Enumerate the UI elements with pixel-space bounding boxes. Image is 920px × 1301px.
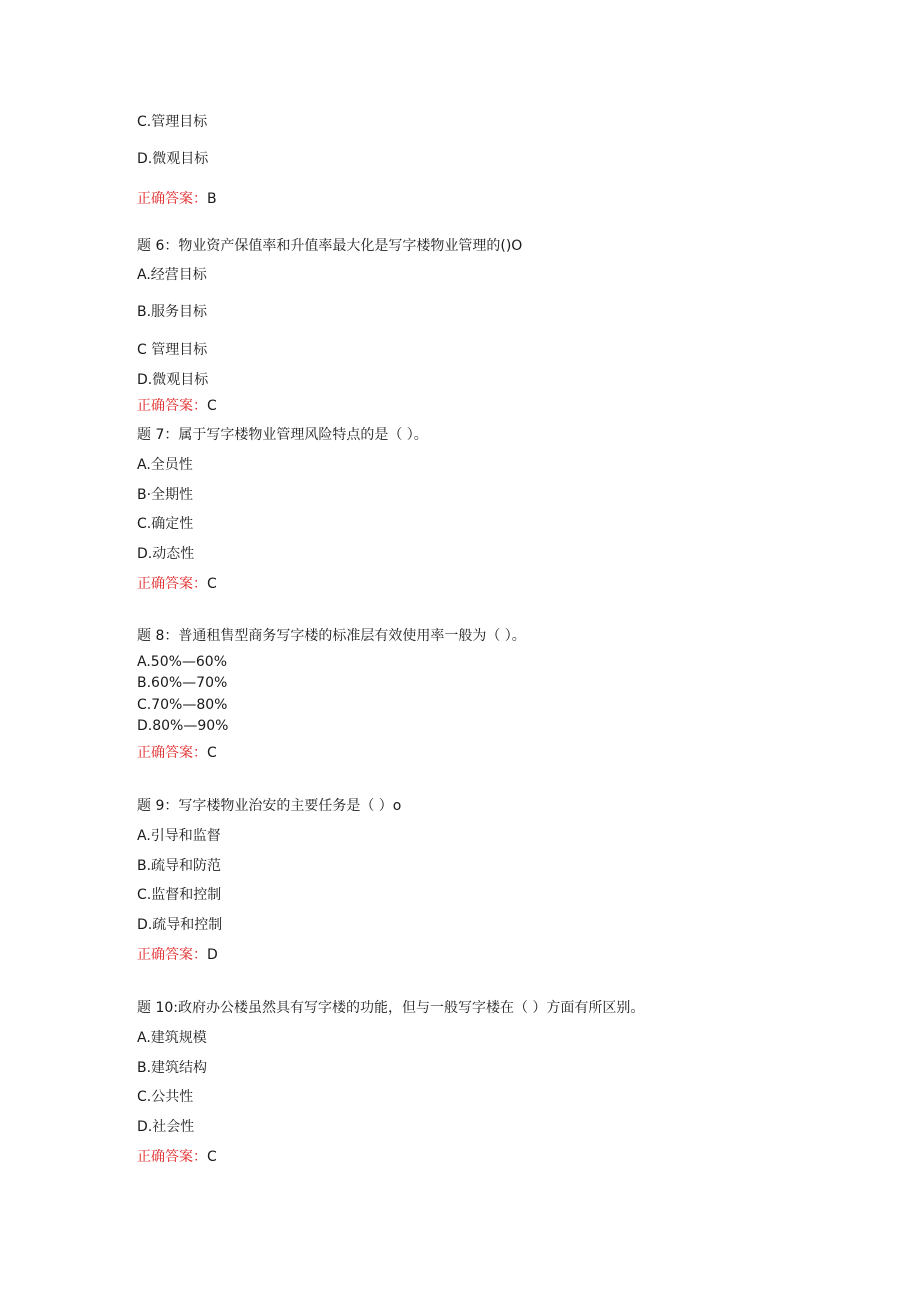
answer-value: B	[207, 191, 217, 207]
answer-value: C	[207, 1149, 217, 1165]
q8-answer	[137, 744, 217, 762]
answer-label: 正确答案：	[137, 947, 207, 963]
q8-option-b: B.60%—70%	[137, 675, 228, 691]
q8-option-a: A.50%—60%	[137, 654, 228, 670]
q7-answer	[137, 575, 217, 593]
q9-title: 题 9：写字楼物业治安的主要任务是（ ）o	[137, 798, 402, 814]
q9-option-c: C.监督和控制	[137, 887, 222, 903]
answer-value: D	[207, 947, 218, 963]
q5-answer	[137, 190, 217, 208]
q10-title: 题 10:政府办公楼虽然具有写字楼的功能，但与一般写字楼在（ ）方面有所区别。	[137, 1000, 645, 1016]
q7-option-c: C.确定性	[137, 516, 194, 532]
answer-label: 正确答案：	[137, 745, 207, 761]
q7-option-a: A.全员性	[137, 457, 193, 473]
q10-option-a: A.建筑规模	[137, 1030, 207, 1046]
q6-option-a: A.经营目标	[137, 267, 207, 283]
q10-option-c: C.公共性	[137, 1089, 194, 1105]
q7-option-d: D.动态性	[137, 546, 195, 562]
q6-option-c: C 管理目标	[137, 342, 208, 358]
answer-label: 正确答案：	[137, 576, 207, 592]
q10-answer	[137, 1148, 217, 1166]
q7-title: 题 7：属于写字楼物业管理风险特点的是（ ）。	[137, 427, 428, 443]
q6-answer	[137, 397, 217, 415]
q6-title: 题 6：物业资产保值率和升值率最大化是写字楼物业管理的()O	[137, 238, 523, 254]
q9-option-a: A.引导和监督	[137, 828, 221, 844]
q8-option-d: D.80%—90%	[137, 718, 229, 734]
answer-label: 正确答案：	[137, 191, 207, 207]
q8-option-c: C.70%—80%	[137, 697, 228, 713]
q5-option-c: C.管理目标	[137, 114, 208, 130]
q6-option-d: D.微观目标	[137, 372, 209, 388]
q9-answer	[137, 946, 218, 964]
q10-option-d: D.社会性	[137, 1119, 195, 1135]
q7-option-b: B·全期性	[137, 487, 194, 503]
q9-option-b: B.疏导和防范	[137, 858, 222, 874]
answer-value: C	[207, 576, 217, 592]
q9-option-d: D.疏导和控制	[137, 917, 223, 933]
answer-value: C	[207, 398, 217, 414]
q6-option-b: B.服务目标	[137, 304, 208, 320]
q8-title: 题 8：普通租售型商务写字楼的标准层有效使用率一般为（ ）。	[137, 628, 526, 644]
answer-value: C	[207, 745, 217, 761]
answer-label: 正确答案：	[137, 398, 207, 414]
q5-option-d: D.微观目标	[137, 151, 209, 167]
answer-label: 正确答案：	[137, 1149, 207, 1165]
q10-option-b: B.建筑结构	[137, 1060, 208, 1076]
